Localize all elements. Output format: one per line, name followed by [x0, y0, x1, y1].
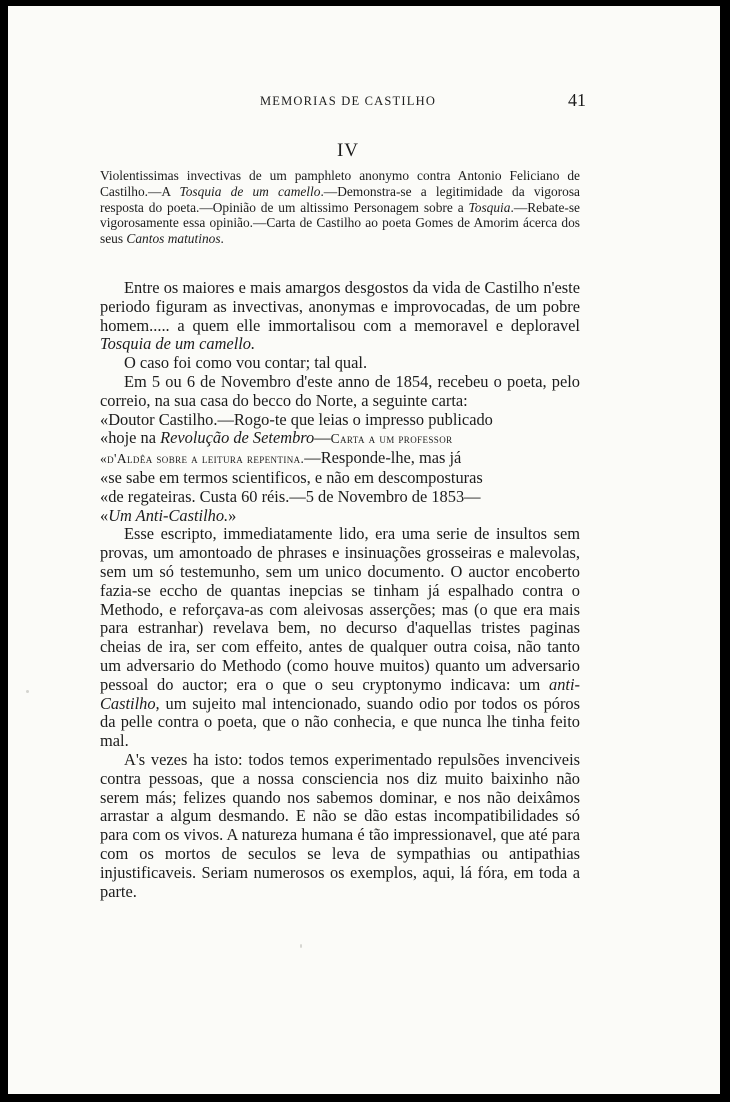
letter-line-6-open: « — [100, 505, 109, 525]
page-number: 41 — [568, 90, 586, 110]
letter-line-1: «Doutor Castilho.—Rogo-te que leias o impresso publicado — [100, 409, 493, 429]
summary-italic-1: Tosquia de um camello — [179, 183, 321, 199]
letter-line-2-dash: — — [314, 428, 331, 448]
letter-line-5: «de regateiras. Custa 60 réis.—5 de Novembro de 1853— — [100, 486, 481, 506]
summary-text-2: .—Demonstra-se a legitimidade da vigorosa resposta do poeta.—Opinião de um altissimo Personagem sobre a — [100, 183, 580, 215]
paragraph-1-text: Entre os maiores e mais amargos desgostos da vida de Castilho n'este periodo figuram as invectivas, anonymas e improvocadas, de um pobre homem..... a quem elle immortalisou com a memoravel e deploravel — [100, 278, 580, 335]
letter-line-3 — [100, 449, 580, 469]
paragraph-4 — [100, 525, 580, 751]
chapter-numeral: IV — [336, 140, 360, 161]
letter-line-6-close: » — [228, 505, 237, 525]
letter-line-3-text: —Responde-lhe, mas já — [304, 448, 462, 468]
letter-line-4: «se sabe em termos scientificos, e não em descomposturas — [100, 467, 483, 487]
summary-text-4: . — [220, 231, 224, 247]
letter-line-2-text: «hoje na — [100, 428, 161, 448]
letter-line-2 — [100, 429, 580, 449]
summary-italic-3: Cantos matutinos — [126, 231, 221, 247]
running-title: MEMORIAS DE CASTILHO — [259, 94, 437, 108]
summary-italic-2: Tosquia — [468, 199, 511, 215]
letter-line-6 — [100, 507, 580, 526]
ink-speck — [26, 690, 29, 693]
paragraph-3: Em 5 ou 6 de Novembro d'este anno de 1854, recebeu o poeta, pelo correio, na sua casa do becco do Norte, a seguinte carta: — [100, 371, 580, 410]
paragraph-4-italic: anti-Castilho, — [100, 674, 580, 713]
summary-text-1: Violentissimas invectivas de um pamphleto anonymo contra Antonio Feliciano de Castilho.—A — [100, 168, 580, 199]
paragraph-2: O caso foi como vou contar; tal qual. — [124, 353, 368, 373]
paragraph-4-text-b: um sujeito mal intencionado, suando odio por todos os póros da pelle contra o poeta, que o não conhecia, e que nunca lhe tinha feito mal. — [100, 693, 580, 751]
paragraph-4-text-a: Esse escripto, immediatamente lido, era uma serie de insultos sem provas, um amontoado de phrases e insinuações grosseiras e malevolas, sem um só testemunho, sem um unico documento. O auctor encoberto fazia-se eccho de quantas inepcias se tinham já espalhado contra o Methodo, e reforçava-as com aleivosas asserções; mas (o que era mais para estranhar) revelava bem, no decurso d'aquellas tristes paginas cheias de ira, ser com effeito, antes de qualquer outra coisa, não tanto um adversario do Methodo (como houve muitos) quanto um adversario pessoal do auctor; era o que o seu cryptonymo indicava: um — [100, 524, 580, 694]
paragraph-5: A's vezes ha isto: todos temos experimentado repulsões invenciveis contra pessoas, que a nossa consciencia nos diz muito baixinho não serem más; felizes quando nos sabemos dominar, e nos não deixâmos arrastar a algum desmando. E não se dão estas incompatibilidades só para com os vivos. A natureza humana é tão impressionavel, que até para com os mortos de seculos se leva de sympathias ou antipathias injustificaveis. Seriam numerosos os exemplos, aqui, lá fóra, em toda a parte. — [100, 749, 580, 901]
book-page — [8, 6, 720, 1094]
letter-line-3-smallcaps: «d'Aldêa sobre a leitura repentina. — [100, 451, 305, 467]
ink-speck — [300, 944, 302, 948]
chapter-summary — [100, 168, 580, 247]
letter-signature: Um Anti-Castilho. — [108, 505, 229, 525]
letter-line-2-italic: Revolução de Setembro — [160, 428, 315, 448]
paragraph-1 — [100, 279, 580, 354]
letter-line-2-smallcaps: Carta a um professor — [330, 431, 453, 447]
quoted-letter — [100, 411, 580, 526]
summary-text-3: .—Rebate-se vigorosamente essa opinião.—Carta de Castilho ao poeta Gomes de Amorim ácerca dos seus — [100, 199, 580, 247]
paragraph-1-italic: Tosquia de um camello. — [100, 334, 256, 354]
body-text — [100, 279, 580, 901]
